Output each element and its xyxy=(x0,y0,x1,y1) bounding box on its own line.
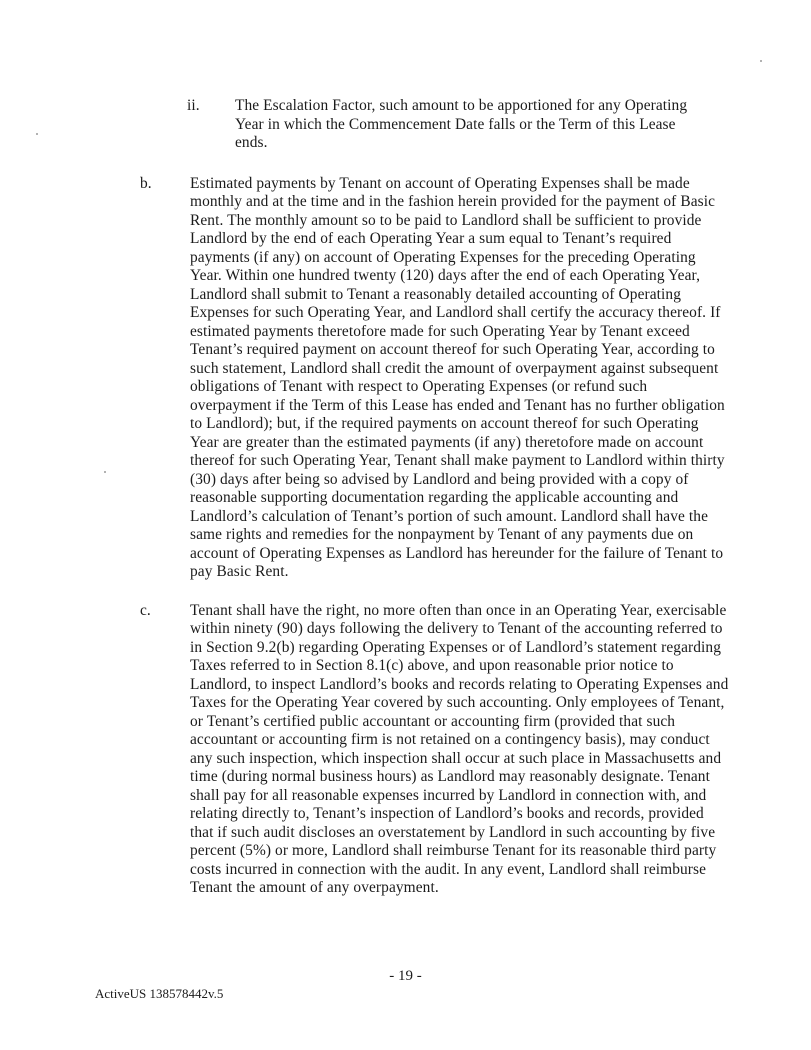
item-text: The Escalation Factor, such amount to be apportioned for any Operating Year in which the Commencement Date falls or the Term of this Lease ends. xyxy=(235,97,688,151)
item-label: ii. xyxy=(187,97,200,114)
paragraph-c xyxy=(140,602,811,898)
list-item-ii xyxy=(187,97,811,153)
item-label: b. xyxy=(140,174,152,192)
scan-speck xyxy=(760,60,762,62)
item-label: c. xyxy=(140,601,151,619)
paragraph-b xyxy=(140,175,811,582)
scan-speck xyxy=(104,471,106,473)
document-id-footer: ActiveUS 138578442v.5 xyxy=(95,986,224,1001)
item-text: Tenant shall have the right, no more often than once in an Operating Year, exercisable within ninety (90) days following the delivery to Tenant of the accounting referred to in Section 9.2(b) regarding Operating Expenses or of Landlord’s statement regarding Taxes referred to in Section 8.1(c) above, and upon reasonable prior notice to Landlord, to inspect Landlord’s books and records relating to Operating Expenses and Taxes for the Operating Year covered by such accounting. Only employees of Tenant, or Tenant’s certified public accountant or accounting firm (provided that such accountant or accounting firm is not retained on a contingency basis), may conduct any such inspection, which inspection shall occur at such place in Massachusetts and time (during normal business hours) as Landlord may reasonably designate. Tenant shall pay for all reasonable expenses incurred by Landlord in connection with, and relating directly to, Tenant’s inspection of Landlord’s books and records, provided that if such audit discloses an overstatement by Landlord in such accounting by five percent (5%) or more, Landlord shall reimburse Tenant for its reasonable third party costs incurred in connection with the audit. In any event, Landlord shall reimburse Tenant the amount of any overpayment. xyxy=(190,601,729,896)
item-text: Estimated payments by Tenant on account of Operating Expenses shall be made monthly and at the time and in the fashion herein provided for the payment of Basic Rent. The monthly amount so to be paid to Landlord shall be sufficient to provide Landlord by the end of each Operating Year a sum equal to Tenant’s required payments (if any) on account of Operating Expenses for the preceding Operating Year. Within one hundred twenty (120) days after the end of each Operating Year, Landlord shall submit to Tenant a reasonably detailed accounting of Operating Expenses for such Operating Year, and Landlord shall certify the accuracy thereof. If estimated payments theretofore made for such Operating Year by Tenant exceed Tenant’s required payment on account thereof for such Operating Year, according to such statement, Landlord shall credit the amount of overpayment against subsequent obligations of Tenant with respect to Operating Expenses (or refund such overpayment if the Term of this Lease has ended and Tenant has no further obligation to Landlord); but, if the required payments on account thereof for such Operating Year are greater than the estimated payments (if any) theretofore made on account thereof for such Operating Year, Tenant shall make payment to Landlord within thirty (30) days after being so advised by Landlord and being provided with a copy of reasonable supporting documentation regarding the applicable accounting and Landlord’s calculation of Tenant’s portion of such amount. Landlord shall have the same rights and remedies for the nonpayment by Tenant of any payments due on account of Operating Expenses as Landlord has hereunder for the failure of Tenant to pay Basic Rent. xyxy=(190,174,725,580)
page-number: - 19 - xyxy=(389,968,422,984)
scan-speck xyxy=(36,133,38,135)
